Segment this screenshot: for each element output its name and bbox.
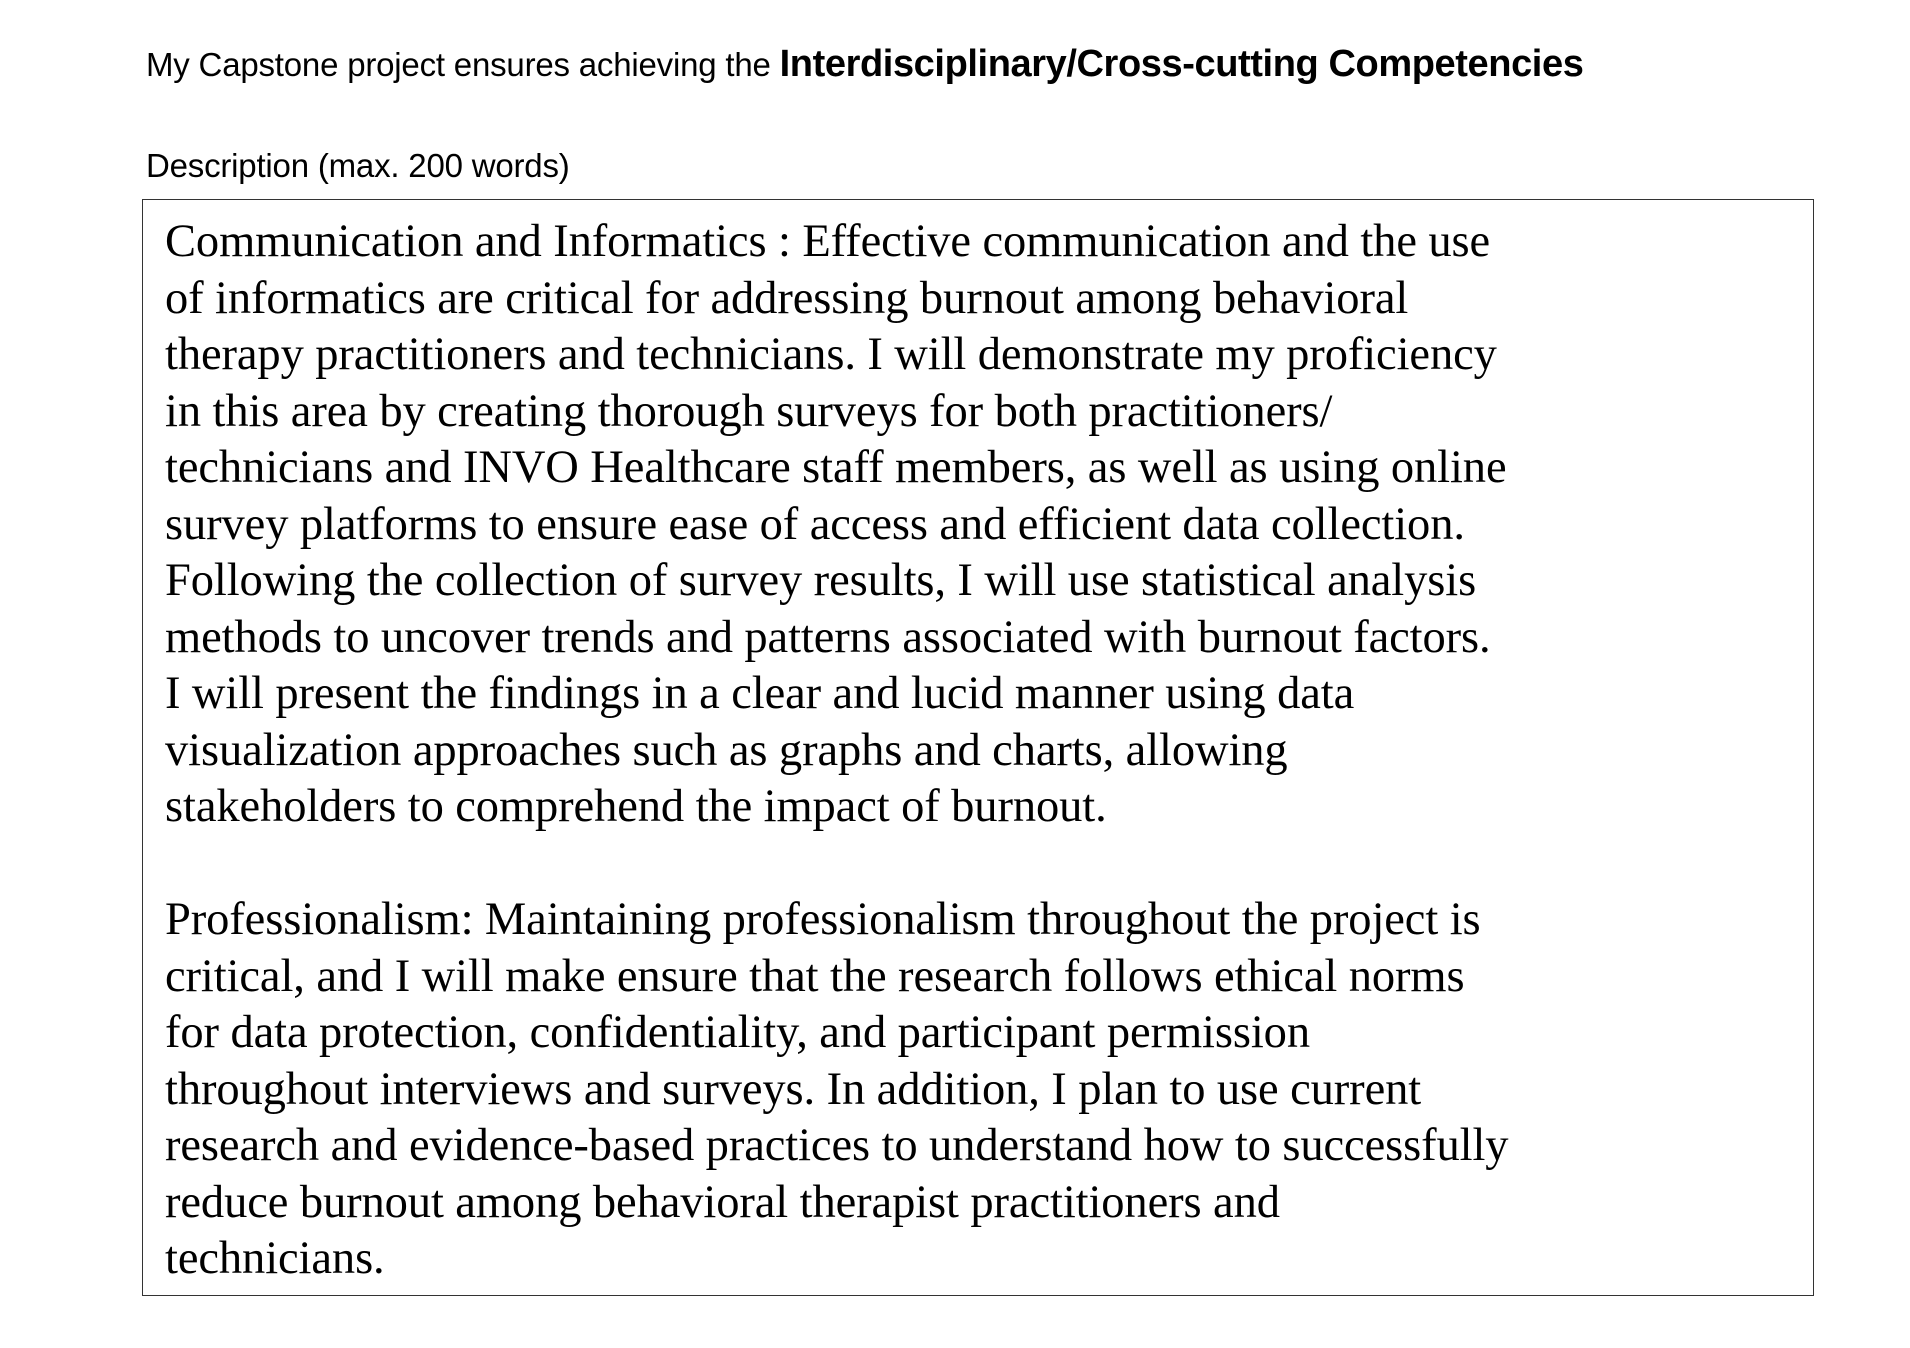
heading-intro: My Capstone project ensures achieving the xyxy=(146,46,771,83)
description-box xyxy=(142,199,1814,1296)
paragraph-communication-informatics: Communication and Informatics : Effective communication and the use of informatics are critical for addressing burnout among behavioral therapy practitioners and technicians. I will demonstrate my proficiency in this area by creating thorough surveys for both practitioners/ technicians and INVO Healthcare staff members, as well as using online survey platforms to ensure ease of access and efficient data collection. Following the collection of survey results, I will use statistical analysis methods to uncover trends and patterns associated with burnout factors. I will present the findings in a clear and lucid manner using data visualization approaches such as graphs and charts, allowing stakeholders to comprehend the impact of burnout. xyxy=(165,216,1507,832)
heading-competencies: Interdisciplinary/Cross-cutting Competencies xyxy=(779,43,1584,85)
description-label: Description (max. 200 words) xyxy=(146,147,570,184)
page-heading xyxy=(146,38,1583,91)
paragraph-professionalism: Professionalism: Maintaining professionalism throughout the project is critical, and I will make ensure that the research follows ethical norms for data protection, confidentiality, and participant permission throughout interviews and surveys. In addition, I plan to use current research and evidence-based practices to understand how to successfully reduce burnout among behavioral therapist practitioners and technicians. xyxy=(165,894,1509,1284)
